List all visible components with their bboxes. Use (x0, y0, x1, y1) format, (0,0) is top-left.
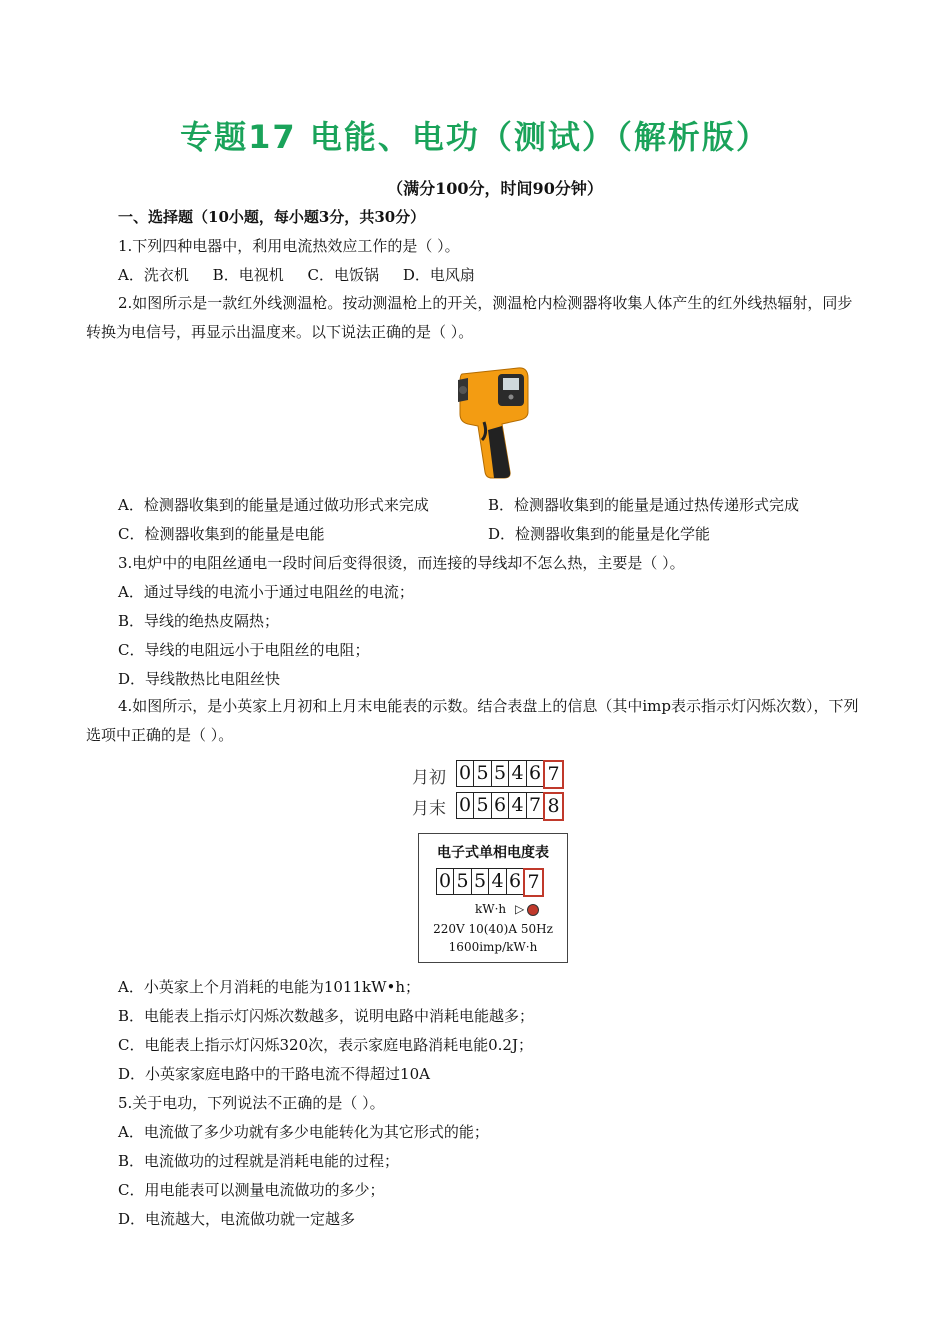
digit: 5 (491, 760, 510, 787)
digit: 5 (453, 868, 472, 895)
meter-title: 电子式单相电度表 (437, 845, 549, 861)
end-label: 月末 (412, 799, 446, 819)
q5-option-b: B．电流做功的过程就是消耗电能的过程； (118, 1152, 400, 1170)
energy-meter-panel (418, 833, 568, 963)
q3-option-c: C．导线的电阻远小于电阻丝的电阻； (118, 641, 370, 659)
q1-stem: 1.下列四种电器中，利用电流热效应工作的是（ ）。 (118, 237, 460, 255)
digit-decimal: 8 (543, 792, 564, 821)
q5-stem: 5.关于电功，下列说法不正确的是（ ）。 (118, 1094, 385, 1112)
q2-option-d: D．检测器收集到的能量是化学能 (488, 525, 711, 543)
digit: 4 (508, 760, 527, 787)
q2-option-b: B．检测器收集到的能量是通过热传递形式完成 (488, 496, 800, 514)
indicator-arrow-icon: ▷ (515, 902, 525, 916)
q2-stem: 2.如图所示是一款红外线测温枪。按动测温枪上的开关，测温枪内检测器将收集人体产生的红外线热辐射，同步转换为电信号，再显示出温度来。以下说法正确的是（ ）。 (86, 294, 853, 341)
digit: 6 (491, 792, 510, 819)
meter-unit: kW·h (475, 902, 507, 916)
q4-option-d: D．小英家家庭电路中的干路电流不得超过10A (118, 1065, 430, 1083)
end-reading (457, 792, 564, 821)
digit-decimal: 7 (543, 760, 564, 789)
digit: 5 (473, 760, 492, 787)
q4-stem: 4.如图所示，是小英家上月初和上月末电能表的示数。结合表盘上的信息（其中imp表示指示灯闪烁次数），下列选项中正确的是（ ）。 (86, 697, 859, 744)
indicator-light-icon (527, 904, 539, 916)
q4-option-c: C．电能表上指示灯闪烁320次，表示家庭电路消耗电能0.2J； (118, 1036, 533, 1054)
q4-option-b: B．电能表上指示灯闪烁次数越多，说明电路中消耗电能越多； (118, 1007, 535, 1025)
q3-option-b: B．导线的绝热皮隔热； (118, 612, 280, 630)
q1-options: A．洗衣机 B．电视机 C．电饭锅 D．电风扇 (118, 266, 475, 284)
q4-option-a: A．小英家上个月消耗的电能为1011kW•h； (118, 978, 421, 996)
start-label: 月初 (412, 768, 446, 788)
q3-option-a: A．通过导线的电流小于通过电阻丝的电流； (118, 583, 414, 601)
digit: 0 (456, 760, 475, 787)
q3-option-d: D．导线散热比电阻丝快 (118, 670, 281, 688)
digit: 0 (456, 792, 475, 819)
q5-option-a: A．电流做了多少功就有多少电能转化为其它形式的能； (118, 1123, 489, 1141)
digit: 4 (488, 868, 507, 895)
page-title: 专题17 电能、电功（测试）（解析版） (180, 118, 770, 156)
q2-option-a: A．检测器收集到的能量是通过做功形式来完成 (118, 496, 429, 514)
digit: 6 (526, 760, 545, 787)
meter-reading (437, 868, 544, 897)
meter-spec-rating: 220V 10(40)A 50Hz (433, 922, 553, 936)
start-reading (457, 760, 564, 789)
q5-option-d: D．电流越大，电流做功就一定越多 (118, 1210, 356, 1228)
thermometer-gun-image (448, 360, 538, 482)
section-heading: 一、选择题（10小题，每小题3分，共30分） (118, 208, 426, 226)
digit-decimal: 7 (523, 868, 544, 897)
digit: 6 (506, 868, 525, 895)
q3-stem: 3.电炉中的电阻丝通电一段时间后变得很烫，而连接的导线却不怎么热，主要是（ ）。 (118, 554, 685, 572)
q2-option-c: C．检测器收集到的能量是电能 (118, 525, 325, 543)
meter-spec-constant: 1600imp/kW·h (448, 940, 538, 954)
digit: 5 (471, 868, 490, 895)
page-subtitle: （满分100分，时间90分钟） (387, 179, 603, 198)
digit: 7 (526, 792, 545, 819)
digit: 5 (473, 792, 492, 819)
digit: 4 (508, 792, 527, 819)
q5-option-c: C．用电能表可以测量电流做功的多少； (118, 1181, 385, 1199)
digit: 0 (436, 868, 455, 895)
